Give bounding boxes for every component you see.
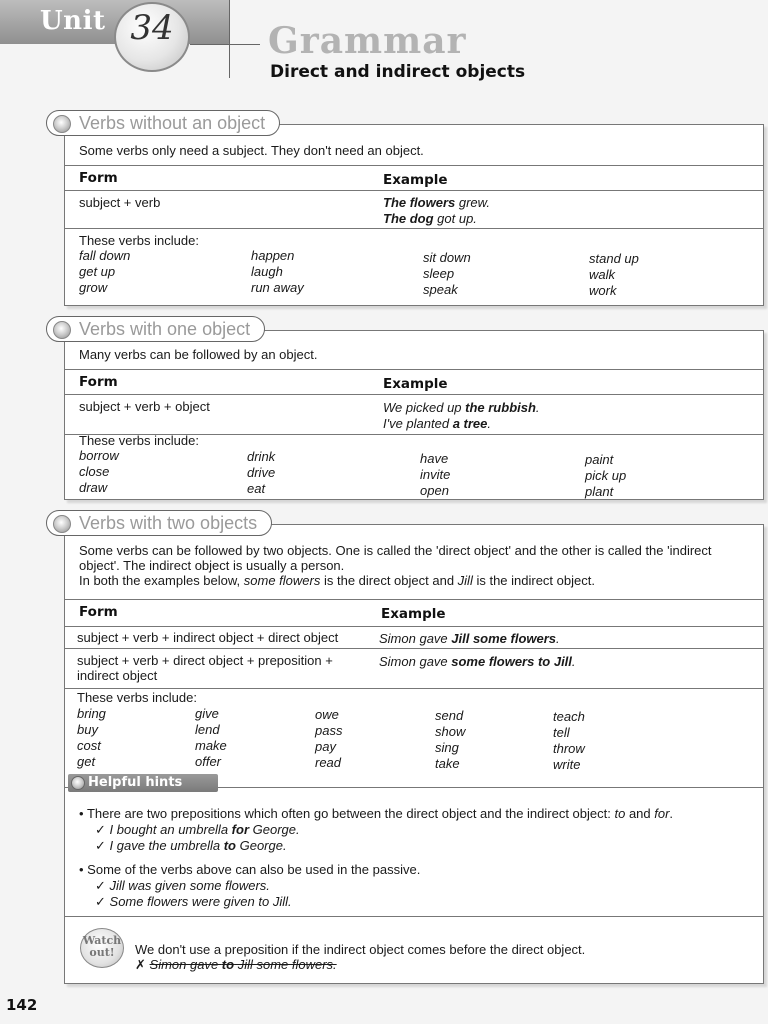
check-icon: ✓ xyxy=(95,838,106,853)
verb-item: send xyxy=(435,708,464,723)
verb-item: show xyxy=(435,724,466,739)
hint-example-1b: ✓ I gave the umbrella to George. xyxy=(95,838,287,853)
verb-item: work xyxy=(589,283,617,298)
example-cell-2: I've planted a tree. xyxy=(383,416,492,431)
verb-column-3 xyxy=(423,250,471,298)
section-intro-line-2: object'. The indirect object is usually a person. xyxy=(79,558,345,573)
verb-item: laugh xyxy=(251,264,283,279)
form-cell: subject + verb + indirect object + direct object xyxy=(77,630,339,645)
verb-item: run away xyxy=(251,280,304,295)
verb-item: offer xyxy=(195,754,222,769)
form-cell-line-2: indirect object xyxy=(77,668,158,683)
verb-item: drive xyxy=(247,465,276,480)
verb-item: plant xyxy=(585,484,614,499)
verb-item: invite xyxy=(420,467,451,482)
verb-item: tell xyxy=(553,725,570,740)
verb-item: stand up xyxy=(589,251,639,266)
verb-item: pick up xyxy=(585,468,627,483)
section-intro: Many verbs can be followed by an object. xyxy=(79,347,318,362)
hint-bullet-2: • Some of the verbs above can also be used in the passive. xyxy=(79,862,421,877)
verb-item: throw xyxy=(553,741,585,756)
verbs-include-label: These verbs include: xyxy=(79,233,199,248)
verb-column-4 xyxy=(589,251,639,299)
verb-item: cost xyxy=(77,738,101,753)
page-subtitle: Direct and indirect objects xyxy=(270,62,526,82)
verbs-include-label: These verbs include: xyxy=(77,690,197,705)
verb-item: drink xyxy=(247,449,276,464)
verb-item: read xyxy=(315,755,342,770)
helpful-hints-panel xyxy=(65,787,763,917)
section-title-one-object: Verbs with one object xyxy=(46,316,265,342)
section-intro-line-1: Some verbs can be followed by two objects. One is called the 'direct object' and the other is called the 'indirect xyxy=(79,543,712,558)
section-no-object xyxy=(64,124,764,306)
verb-column-3 xyxy=(315,707,342,771)
verb-item: get xyxy=(77,754,96,769)
verb-column-1 xyxy=(77,706,106,770)
verb-column-4 xyxy=(585,452,626,500)
header-rule xyxy=(190,44,260,45)
hint-example-1a: ✓ I bought an umbrella for George. xyxy=(95,822,300,837)
check-icon: ✓ xyxy=(95,878,106,893)
verb-column-5 xyxy=(553,709,585,773)
verb-item: draw xyxy=(79,480,108,495)
example-cell: Simon gave some flowers to Jill. xyxy=(379,654,576,669)
bullet-circle-icon xyxy=(53,321,71,339)
form-header: Form xyxy=(79,604,118,620)
table-row xyxy=(65,395,763,435)
table-row xyxy=(65,649,763,689)
verb-item: get up xyxy=(79,264,116,279)
form-cell-line-1: subject + verb + direct object + preposition + xyxy=(77,653,333,668)
verb-item: bring xyxy=(77,706,106,721)
verb-item: pay xyxy=(315,739,336,754)
watch-out-text: We don't use a preposition if the indirect object comes before the direct object. xyxy=(135,942,586,957)
verb-item: teach xyxy=(553,709,585,724)
verb-item: paint xyxy=(585,452,614,467)
verbs-include-label: These verbs include: xyxy=(79,433,199,448)
hint-example-2a: ✓ Jill was given some flowers. xyxy=(95,878,270,893)
verb-column-2 xyxy=(251,248,304,296)
section-intro-line-3: In both the examples below, some flowers is the direct object and Jill is the indirect object. xyxy=(79,573,595,588)
header-divider xyxy=(229,0,230,78)
check-icon: ✓ xyxy=(95,894,106,909)
watch-out-wrong-example: ✗ Simon gave to Jill some flowers. xyxy=(135,957,337,972)
unit-label: Unit xyxy=(40,6,106,36)
form-header: Form xyxy=(79,374,118,390)
example-cell-2: The dog got up. xyxy=(383,211,477,226)
verb-item: open xyxy=(420,483,449,498)
verb-column-1 xyxy=(79,448,119,496)
verb-item: have xyxy=(420,451,449,466)
verb-item: make xyxy=(195,738,227,753)
table-header-row xyxy=(65,165,763,191)
form-cell: subject + verb + object xyxy=(79,399,210,414)
verb-column-1 xyxy=(79,248,130,296)
example-header: Example xyxy=(383,172,448,188)
verb-item: give xyxy=(195,706,219,721)
section-intro: Some verbs only need a subject. They don't need an object. xyxy=(79,143,424,158)
verb-item: sit down xyxy=(423,250,471,265)
example-header: Example xyxy=(383,376,448,392)
section-title-no-object: Verbs without an object xyxy=(46,110,280,136)
verb-item: close xyxy=(79,464,110,479)
verb-item: fall down xyxy=(79,248,131,263)
verb-item: buy xyxy=(77,722,98,737)
bullet-circle-icon xyxy=(53,515,71,533)
verb-column-3 xyxy=(420,451,450,499)
verb-item: write xyxy=(553,757,581,772)
table-header-row xyxy=(65,369,763,395)
verb-item: pass xyxy=(315,723,343,738)
section-title-two-objects: Verbs with two objects xyxy=(46,510,272,536)
example-cell-1: The flowers grew. xyxy=(383,195,490,210)
verb-item: speak xyxy=(423,282,458,297)
cross-icon: ✗ xyxy=(135,957,146,972)
table-header-row xyxy=(65,599,763,627)
verb-item: walk xyxy=(589,267,616,282)
watch-out-badge: Watch out! xyxy=(80,928,124,968)
verb-item: sing xyxy=(435,740,459,755)
verb-column-2 xyxy=(195,706,227,770)
check-icon: ✓ xyxy=(95,822,106,837)
page-number: 142 xyxy=(6,996,38,1014)
verb-item: take xyxy=(435,756,460,771)
verb-item: borrow xyxy=(79,448,119,463)
bullet-circle-icon xyxy=(71,776,85,790)
verb-item: sleep xyxy=(423,266,455,281)
verb-item: happen xyxy=(251,248,295,263)
hint-bullet-1: • There are two prepositions which often go between the direct object and the indirect object: to and for. xyxy=(79,806,674,821)
example-header: Example xyxy=(381,606,446,622)
helpful-hints-title: Helpful hints xyxy=(68,774,218,792)
form-cell: subject + verb xyxy=(79,195,161,210)
section-one-object xyxy=(64,330,764,500)
verb-column-2 xyxy=(247,449,275,497)
bullet-circle-icon xyxy=(53,115,71,133)
verb-column-4 xyxy=(435,708,465,772)
form-header: Form xyxy=(79,170,118,186)
example-cell-1: We picked up the rubbish. xyxy=(383,400,540,415)
verb-item: owe xyxy=(315,707,339,722)
hint-example-2b: ✓ Some flowers were given to Jill. xyxy=(95,894,292,909)
unit-number: 34 xyxy=(130,8,174,48)
verb-item: grow xyxy=(79,280,108,295)
section-two-objects xyxy=(64,524,764,984)
table-row xyxy=(65,191,763,229)
verb-item: lend xyxy=(195,722,220,737)
page-title: Grammar xyxy=(268,20,467,62)
table-row xyxy=(65,627,763,649)
example-cell: Simon gave Jill some flowers. xyxy=(379,631,560,646)
verb-item: eat xyxy=(247,481,266,496)
